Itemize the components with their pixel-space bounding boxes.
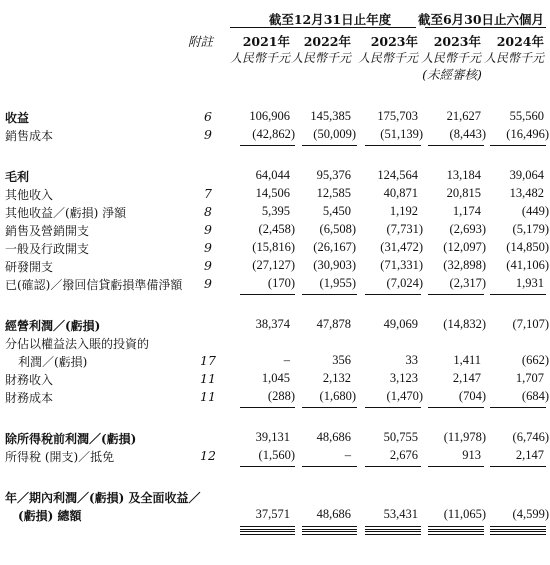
row-label: 其他收益／(虧損) 淨額 <box>5 206 127 220</box>
value-cell: 3,123 <box>389 371 418 385</box>
row-note: 11 <box>200 371 216 386</box>
value-cell: (5,179) <box>512 222 549 236</box>
value-cell: (16,496) <box>506 127 549 141</box>
note-column-header: 附註 <box>188 34 214 49</box>
value-cell: – <box>344 448 351 462</box>
total-double-rule <box>490 531 546 535</box>
row-label: 除所得稅前利潤／(虧損) <box>5 432 137 446</box>
unaudited-label: (未經審核) <box>422 67 482 82</box>
subtotal-rule <box>240 145 295 146</box>
year-header: 2023年 <box>433 34 481 49</box>
unit-header: 人民幣千元 <box>229 51 290 65</box>
value-cell: (51,139) <box>380 127 423 141</box>
total-double-rule <box>302 526 357 530</box>
table-row <box>0 447 550 465</box>
value-cell: 13,482 <box>509 186 544 200</box>
row-note: 9 <box>204 222 212 237</box>
value-cell: 53,431 <box>383 507 418 521</box>
row-label: 收益 <box>5 111 30 125</box>
row-label: (虧損) 總額 <box>18 509 82 523</box>
value-cell: 175,703 <box>377 109 418 123</box>
total-double-rule <box>302 531 357 535</box>
subtotal-rule <box>490 466 546 467</box>
table-row <box>0 352 550 370</box>
value-cell: (14,832) <box>443 317 486 331</box>
row-label: 所得稅 (開支)／抵免 <box>5 450 115 464</box>
value-cell: (684) <box>521 389 549 403</box>
row-label: 年／期內利潤／(虧損) 及全面收益／ <box>5 491 201 505</box>
table-row <box>0 506 550 524</box>
value-cell: (11,978) <box>443 430 486 444</box>
value-cell: (704) <box>458 389 486 403</box>
value-cell: (11,065) <box>443 507 486 521</box>
year-header: 2024年 <box>496 34 544 49</box>
value-cell: (26,167) <box>313 240 356 254</box>
row-label: 經營利潤／(虧損) <box>5 319 101 333</box>
row-note: 9 <box>204 240 212 255</box>
row-label: 其他收入 <box>5 188 54 202</box>
table-row <box>0 429 550 447</box>
value-cell: (6,746) <box>512 430 549 444</box>
row-label: 研發開支 <box>5 260 54 274</box>
value-cell: 1,045 <box>261 371 290 385</box>
value-cell: 47,878 <box>316 317 351 331</box>
value-cell: 1,931 <box>515 276 544 290</box>
value-cell: (50,009) <box>313 127 356 141</box>
row-note: 9 <box>204 258 212 273</box>
unit-header: 人民幣千元 <box>420 51 481 65</box>
value-cell: 124,564 <box>377 168 418 182</box>
subtotal-rule <box>428 407 484 408</box>
value-cell: 2,147 <box>515 448 544 462</box>
group-header-annual: 截至12月31日止年度 <box>268 12 392 27</box>
row-note: 8 <box>204 204 212 219</box>
subtotal-rule <box>302 407 357 408</box>
value-cell: 2,132 <box>322 371 351 385</box>
total-double-rule <box>240 531 295 535</box>
value-cell: 50,755 <box>383 430 418 444</box>
subtotal-rule <box>302 294 357 295</box>
value-cell: 40,871 <box>383 186 418 200</box>
total-double-rule <box>240 526 295 530</box>
value-cell: 39,064 <box>509 168 544 182</box>
subtotal-rule <box>365 466 421 467</box>
table-row <box>0 185 550 203</box>
year-header: 2023年 <box>370 34 418 49</box>
value-cell: (6,508) <box>319 222 356 236</box>
row-label: 利潤／(虧損) <box>18 355 88 369</box>
value-cell: (7,024) <box>386 276 423 290</box>
value-cell: – <box>283 353 290 367</box>
value-cell: 33 <box>405 353 418 367</box>
group-rule-annual <box>230 27 416 28</box>
subtotal-rule <box>490 294 546 295</box>
value-cell: 106,906 <box>249 109 290 123</box>
total-double-rule <box>428 526 484 530</box>
value-cell: (32,898) <box>443 258 486 272</box>
value-cell: (4,599) <box>512 507 549 521</box>
value-cell: (41,106) <box>506 258 549 272</box>
row-note: 12 <box>200 448 216 463</box>
value-cell: (30,903) <box>313 258 356 272</box>
unit-header: 人民幣千元 <box>357 51 418 65</box>
value-cell: (1,470) <box>386 389 423 403</box>
table-row <box>0 334 550 352</box>
subtotal-rule <box>302 466 357 467</box>
value-cell: 48,686 <box>316 430 351 444</box>
value-cell: 20,815 <box>446 186 481 200</box>
row-note: 17 <box>200 353 216 368</box>
total-double-rule <box>428 531 484 535</box>
subtotal-rule <box>428 466 484 467</box>
subtotal-rule <box>302 145 357 146</box>
value-cell: 356 <box>332 353 351 367</box>
table-row <box>0 221 550 239</box>
value-cell: (12,097) <box>443 240 486 254</box>
value-cell: (15,816) <box>252 240 295 254</box>
subtotal-rule <box>240 294 295 295</box>
value-cell: 64,044 <box>255 168 290 182</box>
unit-header: 人民幣千元 <box>483 51 544 65</box>
subtotal-rule <box>490 407 546 408</box>
row-label: 財務成本 <box>5 391 54 405</box>
value-cell: (288) <box>267 389 295 403</box>
value-cell: (7,107) <box>512 317 549 331</box>
value-cell: 39,131 <box>255 430 290 444</box>
table-row <box>0 275 550 293</box>
subtotal-rule <box>240 407 295 408</box>
table-row <box>0 126 550 144</box>
table-row <box>0 316 550 334</box>
value-cell: 1,174 <box>452 204 481 218</box>
table-row <box>0 239 550 257</box>
value-cell: (1,955) <box>319 276 356 290</box>
table-row <box>0 203 550 221</box>
year-header: 2021年 <box>242 34 290 49</box>
value-cell: 49,069 <box>383 317 418 331</box>
value-cell: (2,458) <box>258 222 295 236</box>
value-cell: (27,127) <box>252 258 295 272</box>
subtotal-rule <box>365 407 421 408</box>
row-note: 9 <box>204 127 212 142</box>
year-header: 2022年 <box>303 34 351 49</box>
value-cell: 5,450 <box>322 204 351 218</box>
table-row <box>0 108 550 126</box>
value-cell: (8,443) <box>449 127 486 141</box>
value-cell: 14,506 <box>255 186 290 200</box>
value-cell: 48,686 <box>316 507 351 521</box>
value-cell: 2,676 <box>389 448 418 462</box>
value-cell: (1,560) <box>258 448 295 462</box>
subtotal-rule <box>365 145 421 146</box>
table-row <box>0 167 550 185</box>
row-label: 毛利 <box>5 170 30 184</box>
row-note: 7 <box>204 186 212 201</box>
value-cell: 5,395 <box>261 204 290 218</box>
value-cell: (662) <box>521 353 549 367</box>
row-label: 財務收入 <box>5 373 54 387</box>
value-cell: 38,374 <box>255 317 290 331</box>
table-row <box>0 388 550 406</box>
table-row <box>0 370 550 388</box>
row-label: 已(確認)／撥回信貸虧損準備淨額 <box>5 278 183 292</box>
subtotal-rule <box>365 294 421 295</box>
row-label: 銷售成本 <box>5 129 54 143</box>
value-cell: (2,693) <box>449 222 486 236</box>
group-rule-interim <box>425 27 546 28</box>
row-label: 銷售及營銷開支 <box>5 224 90 238</box>
row-note: 11 <box>200 389 216 404</box>
value-cell: 145,385 <box>310 109 351 123</box>
value-cell: 2,147 <box>452 371 481 385</box>
value-cell: (7,731) <box>386 222 423 236</box>
table-row <box>0 488 550 506</box>
value-cell: 1,707 <box>515 371 544 385</box>
row-note: 9 <box>204 276 212 291</box>
value-cell: (14,850) <box>506 240 549 254</box>
value-cell: (31,472) <box>380 240 423 254</box>
total-double-rule <box>490 526 546 530</box>
value-cell: (449) <box>521 204 549 218</box>
row-label: 分佔以權益法入賬的投資的 <box>5 337 150 351</box>
row-note: 6 <box>204 109 212 124</box>
value-cell: 13,184 <box>446 168 481 182</box>
unit-header: 人民幣千元 <box>290 51 351 65</box>
value-cell: (1,680) <box>319 389 356 403</box>
value-cell: 21,627 <box>446 109 481 123</box>
subtotal-rule <box>428 294 484 295</box>
value-cell: (42,862) <box>252 127 295 141</box>
value-cell: 12,585 <box>316 186 351 200</box>
total-double-rule <box>365 531 421 535</box>
group-header-interim: 截至6月30日止六個月 <box>417 12 545 27</box>
subtotal-rule <box>428 145 484 146</box>
value-cell: 95,376 <box>316 168 351 182</box>
value-cell: 913 <box>462 448 481 462</box>
value-cell: (71,331) <box>380 258 423 272</box>
value-cell: (2,317) <box>449 276 486 290</box>
value-cell: 37,571 <box>255 507 290 521</box>
value-cell: (170) <box>267 276 295 290</box>
value-cell: 1,192 <box>389 204 418 218</box>
total-double-rule <box>365 526 421 530</box>
subtotal-rule <box>490 145 546 146</box>
row-label: 一般及行政開支 <box>5 242 90 256</box>
value-cell: 55,560 <box>509 109 544 123</box>
value-cell: 1,411 <box>453 353 481 367</box>
subtotal-rule <box>240 466 295 467</box>
table-row <box>0 257 550 275</box>
